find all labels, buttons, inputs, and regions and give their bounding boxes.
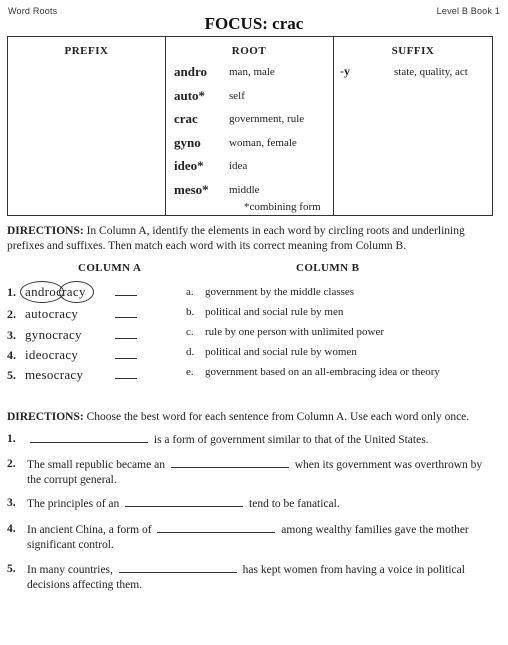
answer-blank[interactable] (115, 378, 137, 379)
suffix-header: SUFFIX (391, 45, 435, 57)
header-right-label: Level B Book 1 (436, 6, 500, 16)
answer-blank[interactable] (171, 457, 289, 468)
root-circle-mark (59, 281, 94, 303)
root-circle-mark (20, 281, 64, 303)
sentence-text: among wealthy families gave the mother significant control. (27, 524, 469, 551)
item-letter: d. (186, 346, 195, 358)
root-word: gyno (174, 135, 201, 150)
column-b-meaning: political and social rule by women (205, 346, 357, 358)
root-word: andro (174, 64, 207, 79)
column-b-meaning: rule by one person with unlimited power (205, 326, 385, 338)
sentence-text: The principles of an (27, 498, 123, 510)
item-number: 4. (7, 523, 16, 535)
page-title: FOCUS: crac (204, 14, 304, 33)
column-b-meaning: political and social rule by men (205, 306, 344, 318)
sentence-text: has kept women from having a voice in political decisions affecting them. (27, 564, 465, 591)
column-a-word: ideocracy (25, 347, 79, 362)
item-number: 1. (7, 433, 16, 445)
root-word: meso* (174, 182, 209, 197)
root-word: auto* (174, 88, 206, 103)
combining-form-note: *combining form (244, 201, 321, 213)
answer-blank[interactable] (115, 338, 137, 339)
column-b-meaning: government based on an all-embracing idea or theory (205, 366, 440, 378)
item-number: 2. (7, 307, 16, 321)
root-meaning: idea (229, 160, 248, 172)
item-number: 5. (7, 368, 16, 382)
sentence-text: In ancient China, a form of (27, 524, 155, 536)
root-header: ROOT (231, 45, 267, 57)
column-a-word: autocracy (25, 306, 79, 321)
directions-text: Choose the best word for each sentence from Column A. Use each word only once. (83, 411, 470, 423)
sentence-text: when its government was overthrown by the corrupt general. (27, 459, 483, 486)
item-letter: b. (186, 306, 195, 318)
suffix-word: -y (340, 64, 350, 78)
answer-blank[interactable] (115, 317, 137, 318)
suffix-meaning: state, quality, act (394, 66, 468, 78)
column-a-word: mesocracy (25, 367, 84, 382)
sentence-text: In many countries, (27, 564, 116, 576)
item-number: 3. (7, 497, 16, 509)
header-left-label: Word Roots (8, 6, 58, 16)
prefix-header: PREFIX (64, 45, 109, 57)
answer-blank[interactable] (125, 496, 243, 507)
root-meaning: self (229, 90, 245, 102)
item-number: 1. (7, 285, 16, 299)
answer-blank[interactable] (157, 522, 275, 533)
root-meaning: woman, female (229, 137, 297, 149)
word-parts-table (7, 36, 493, 216)
root-meaning: man, male (229, 66, 275, 78)
column-a-header: COLUMN A (78, 262, 142, 274)
column-b-meaning: government by the middle classes (205, 286, 355, 298)
item-number: 4. (7, 348, 16, 362)
item-number: 5. (7, 563, 16, 575)
answer-blank[interactable] (30, 432, 148, 443)
directions-label: DIRECTIONS: (7, 411, 84, 423)
root-meaning: middle (229, 184, 260, 196)
answer-blank[interactable] (119, 562, 237, 573)
directions-label: DIRECTIONS: (7, 225, 84, 237)
answer-blank[interactable] (115, 295, 137, 296)
item-letter: c. (186, 326, 194, 338)
root-word: ideo* (174, 158, 204, 173)
root-word: crac (174, 111, 198, 126)
column-b-header: COLUMN B (296, 262, 360, 274)
directions-sentences (7, 410, 491, 425)
column-a-word: androcracy (25, 284, 86, 299)
directions-matching (7, 224, 491, 254)
sentence-text: is a form of government similar to that of the United States. (151, 434, 429, 446)
item-number: 2. (7, 458, 16, 470)
item-number: 3. (7, 328, 16, 342)
sentence-text: tend to be fanatical. (246, 498, 340, 510)
root-meaning: government, rule (229, 113, 305, 125)
answer-blank[interactable] (115, 358, 137, 359)
directions-text: In Column A, identify the elements in each word by circling roots and underlining prefixes and suffixes. Then match each word with its correct meaning from Column B. (7, 225, 465, 252)
table-divider (333, 37, 334, 215)
item-letter: e. (186, 366, 194, 378)
column-a-word: gynocracy (25, 327, 82, 342)
table-divider (165, 37, 166, 215)
sentence-text: The small republic became an (27, 459, 168, 471)
item-letter: a. (186, 286, 194, 298)
